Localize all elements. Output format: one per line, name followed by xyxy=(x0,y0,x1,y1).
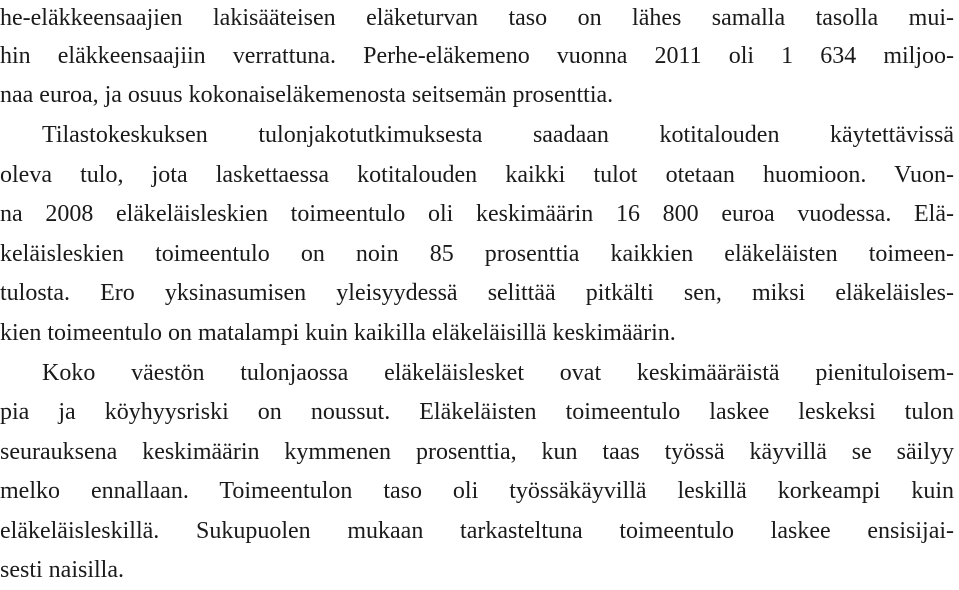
text-line: na 2008 eläkeläisleskien toimeentulo oli keskimäärin 16 800 euroa vuodessa. Elä- xyxy=(0,201,954,227)
text-line: keläisleskien toimeentulo on noin 85 prosenttia kaikkien eläkeläisten toimeen- xyxy=(0,241,954,267)
text-line: kien toimeentulo on matalampi kuin kaikilla eläkeläisillä keskimäärin. xyxy=(0,320,676,346)
text-line: hin eläkkeensaajiin verrattuna. Perhe-eläkemeno vuonna 2011 oli 1 634 miljoo- xyxy=(0,43,954,69)
text-line: naa euroa, ja osuus kokonaiseläkemenosta seitsemän prosenttia. xyxy=(0,82,614,108)
text-line: he-eläkkeensaajien lakisääteisen eläketurvan taso on lähes samalla tasolla mui- xyxy=(0,5,954,31)
text-line: oleva tulo, jota laskettaessa kotitalouden kaikki tulot otetaan huomioon. Vuon- xyxy=(0,162,954,188)
text-line: Tilastokeskuksen tulonjakotutkimuksesta saadaan kotitalouden käytettävissä xyxy=(42,122,954,148)
text-line: Koko väestön tulonjaossa eläkeläislesket ovat keskimääräistä pienituloisem- xyxy=(42,360,954,386)
text-line: pia ja köyhyysriski on noussut. Eläkeläisten toimeentulo laskee leskeksi tulon xyxy=(0,399,954,425)
text-line: melko ennallaan. Toimeentulon taso oli työssäkäyvillä leskillä korkeampi kuin xyxy=(0,478,954,504)
text-line: seurauksena keskimäärin kymmenen prosenttia, kun taas työssä käyvillä se säilyy xyxy=(0,439,954,465)
text-line: sesti naisilla. xyxy=(0,557,124,583)
text-line: tulosta. Ero yksinasumisen yleisyydessä selittää pitkälti sen, miksi eläkeläisles- xyxy=(0,280,954,306)
text-line: eläkeläisleskillä. Sukupuolen mukaan tarkasteltuna toimeentulo laskee ensisijai- xyxy=(0,518,954,544)
